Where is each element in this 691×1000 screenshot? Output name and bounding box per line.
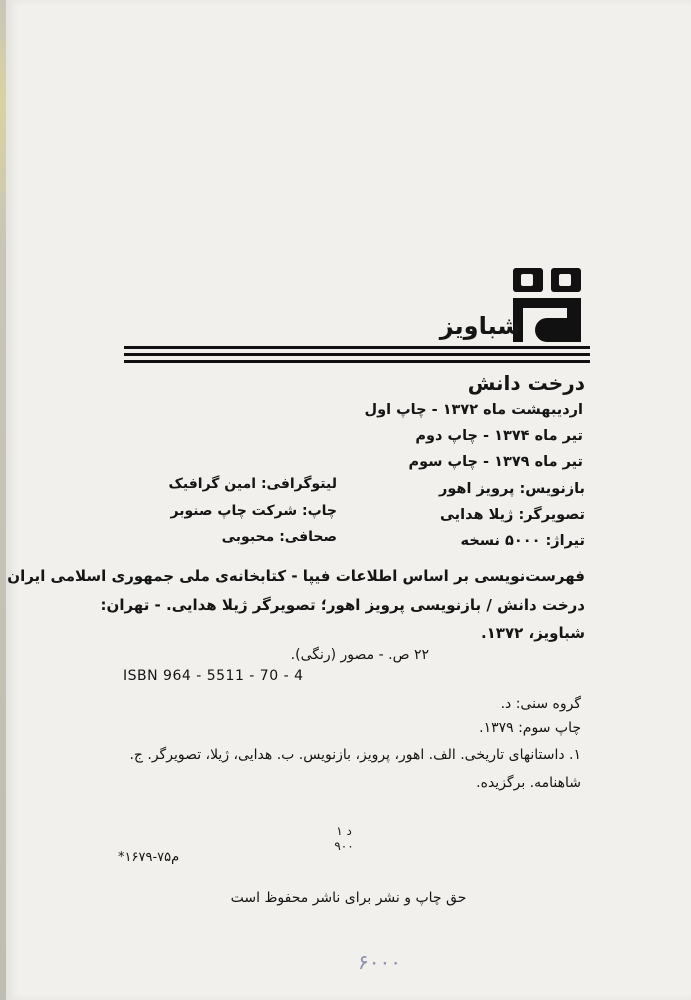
cip-heading: فهرست‌نویسی بر اساس اطلاعات فیپا - کتابخانه‌ی ملی جمهوری اسلامی ایران	[7, 567, 585, 585]
credit-value: محبوبی	[221, 529, 275, 545]
classification-number	[324, 824, 364, 854]
credit-rewriter	[439, 481, 585, 497]
publisher-name: شباویز	[439, 312, 521, 340]
credit-value: پرویز اهور	[438, 481, 515, 497]
cip-subjects: ۱. داستانهای تاریخی. الف. اهور، پرویز، بازنویس. ب. هدایی، ژیلا، تصویرگر. ج.	[129, 747, 581, 763]
cip-age-group: گروه سنی: د.	[500, 696, 581, 712]
cip-line-3: ۲۲ ص. - مصور (رنگی).	[290, 647, 429, 663]
credit-illustrator	[440, 507, 585, 523]
credit-value: شرکت چاپ صنوبر	[170, 503, 298, 519]
credit-binding	[222, 529, 337, 545]
edition-3: تیر ماه ۱۳۷۹ - چاپ سوم	[408, 454, 583, 470]
credit-label: صحافی:	[279, 529, 337, 545]
logo-rule-lines	[124, 346, 590, 370]
credit-value: امین گرافیک	[168, 476, 257, 492]
credit-label: لیتوگرافی:	[260, 476, 337, 492]
credit-label: تصویرگر:	[518, 507, 585, 523]
credit-value: ۵۰۰۰ نسخه	[460, 533, 541, 549]
credit-value: ژیلا هدایی	[440, 507, 514, 523]
credit-printing	[171, 503, 337, 519]
credit-print-run	[461, 533, 585, 549]
credit-label: بازنویس:	[519, 481, 585, 497]
handwritten-number: ۶۰۰۰	[358, 950, 401, 974]
edition-2: تیر ماه ۱۳۷۴ - چاپ دوم	[415, 428, 583, 444]
library-code: م۷۵-۱۶۷۹*	[118, 850, 180, 865]
copyright-notice: حق چاپ و نشر برای ناشر محفوظ است	[230, 890, 467, 906]
cip-line-1: درخت دانش / بازنویسی پرویز اهور؛ تصویرگر ژیلا هدایی. - تهران:	[100, 596, 585, 614]
edition-1: اردیبهشت ماه ۱۳۷۲ - چاپ اول	[364, 402, 583, 418]
cip-third-print: چاپ سوم: ۱۳۷۹.	[479, 720, 581, 736]
isbn: ISBN 964 - 5511 - 70 - 4	[123, 668, 304, 684]
class-bottom: ۹۰۰	[334, 839, 354, 853]
class-top: د ۱	[336, 824, 352, 838]
cip-line-2: شباویز، ۱۳۷۲.	[480, 624, 585, 642]
book-title: درخت دانش	[467, 371, 585, 395]
credit-label: چاپ:	[301, 503, 337, 519]
cip-subjects-2: شاهنامه. برگزیده.	[476, 775, 581, 791]
credit-lithography	[169, 476, 337, 492]
colophon-page	[6, 0, 691, 1000]
credit-label: تیراژ:	[545, 533, 585, 549]
